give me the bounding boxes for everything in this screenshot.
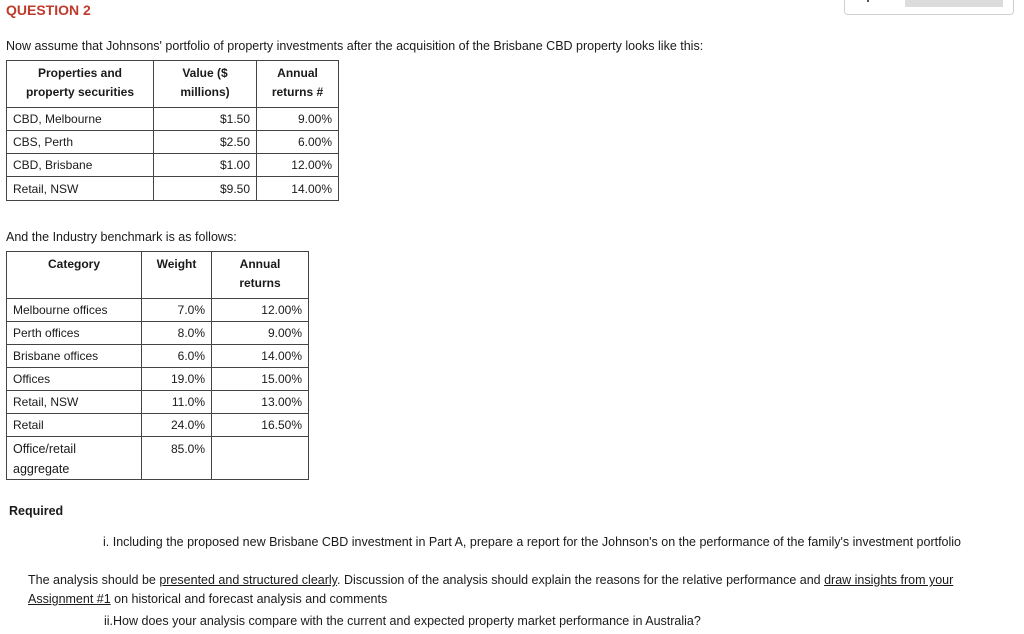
benchmark-cell-category: Retail, NSW — [7, 391, 142, 414]
benchmark-cell-weight: 7.0% — [142, 299, 212, 322]
benchmark-header-row — [7, 252, 309, 299]
table-row — [7, 154, 339, 177]
portfolio-header-property: Properties and property securities — [7, 61, 154, 108]
question-2: ii.How does your analysis compare with the current and expected property market performance in Australia? — [104, 614, 701, 628]
analysis-text-1: The analysis should be — [28, 573, 160, 587]
benchmark-cell-category: Retail — [7, 414, 142, 437]
benchmark-cell-category: Offices — [7, 368, 142, 391]
assignment-1-link: draw insights from your Assignment #1 — [28, 573, 954, 606]
benchmark-cell-category: Perth offices — [7, 322, 142, 345]
table-row — [7, 108, 339, 131]
benchmark-cell-category: Brisbane offices — [7, 345, 142, 368]
portfolio-cell-return: 12.00% — [257, 154, 339, 177]
benchmark-cell-return — [212, 437, 309, 480]
table-row — [7, 299, 309, 322]
benchmark-cell-return: 13.00% — [212, 391, 309, 414]
corner-bar — [905, 0, 1003, 7]
analysis-text-3: on historical and forecast analysis and comments — [110, 592, 388, 606]
portfolio-header-returns: Annual returns # — [257, 61, 339, 108]
table-row — [7, 437, 309, 480]
portfolio-cell-value: $2.50 — [154, 131, 257, 154]
benchmark-cell-return: 9.00% — [212, 322, 309, 345]
benchmark-cell-weight: 8.0% — [142, 322, 212, 345]
portfolio-cell-value: $1.00 — [154, 154, 257, 177]
table-row — [7, 322, 309, 345]
table-row — [7, 414, 309, 437]
question-title: QUESTION 2 — [6, 2, 91, 18]
benchmark-cell-weight: 85.0% — [142, 437, 212, 480]
analysis-text-2: . Discussion of the analysis should explain the reasons for the relative performance and — [337, 573, 825, 587]
table-row — [7, 368, 309, 391]
benchmark-cell-weight: 24.0% — [142, 414, 212, 437]
benchmark-cell-weight: 6.0% — [142, 345, 212, 368]
portfolio-cell-return: 14.00% — [257, 177, 339, 201]
table-row — [7, 177, 339, 201]
portfolio-cell-return: 9.00% — [257, 108, 339, 131]
benchmark-header-weight: Weight — [142, 252, 212, 299]
portfolio-header-value: Value ($ millions) — [154, 61, 257, 108]
benchmark-table — [6, 251, 309, 480]
portfolio-header-row — [7, 61, 339, 108]
portfolio-cell-value: $9.50 — [154, 177, 257, 201]
benchmark-cell-category: Office/retail aggregate — [7, 437, 142, 480]
table-row — [7, 391, 309, 414]
corner-widget — [844, 0, 1014, 15]
table-row — [7, 131, 339, 154]
benchmark-cell-category: Melbourne offices — [7, 299, 142, 322]
benchmark-cell-return: 12.00% — [212, 299, 309, 322]
benchmark-cell-return: 14.00% — [212, 345, 309, 368]
portfolio-cell-value: $1.50 — [154, 108, 257, 131]
benchmark-cell-weight: 11.0% — [142, 391, 212, 414]
question-1: i. Including the proposed new Brisbane CBD investment in Part A, prepare a report for the Johnson's on the performance of the family's investment portfolio — [103, 535, 962, 549]
required-heading: Required — [9, 504, 64, 518]
portfolio-cell-name: CBS, Perth — [7, 131, 154, 154]
corner-mark — [867, 0, 869, 2]
portfolio-cell-name: CBD, Brisbane — [7, 154, 154, 177]
portfolio-table — [6, 60, 339, 201]
portfolio-cell-return: 6.00% — [257, 131, 339, 154]
portfolio-cell-name: Retail, NSW — [7, 177, 154, 201]
presented-structured-link: presented and structured clearly — [159, 573, 337, 587]
benchmark-cell-weight: 19.0% — [142, 368, 212, 391]
table-row — [7, 345, 309, 368]
analysis-instructions — [28, 571, 1018, 609]
benchmark-cell-return: 15.00% — [212, 368, 309, 391]
benchmark-header-category: Category — [7, 252, 142, 299]
benchmark-cell-return: 16.50% — [212, 414, 309, 437]
benchmark-intro: And the Industry benchmark is as follows: — [6, 230, 237, 244]
portfolio-intro: Now assume that Johnsons' portfolio of property investments after the acquisition of the Brisbane CBD property looks like this: — [6, 39, 704, 53]
portfolio-cell-name: CBD, Melbourne — [7, 108, 154, 131]
benchmark-header-returns: Annual returns — [212, 252, 309, 299]
